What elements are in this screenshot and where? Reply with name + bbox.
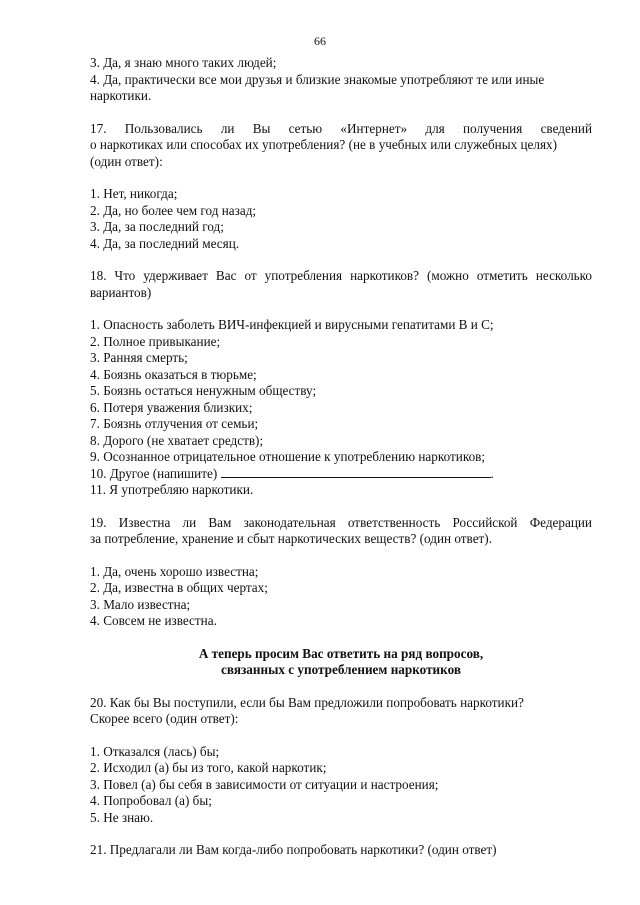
question-17-text: 17. Пользовались ли Вы сетью «Интернет» для получения сведений [90,120,592,136]
q18-option-other [90,466,592,483]
q17-option: 2. Да, но более чем год назад; [90,202,257,218]
q20-option: 5. Не знаю. [90,809,154,825]
q18-option: 4. Боязнь оказаться в тюрьме; [90,366,257,382]
q18-option: 5. Боязнь остаться ненужным обществу; [90,383,317,398]
q19-option: 2. Да, известна в общих чертах; [90,580,268,595]
question-17-text: (один ответ): [90,153,163,169]
question-19-text: за потребление, хранение и сбыт наркотических веществ? (один ответ). [90,531,492,546]
q18-option: 11. Я употребляю наркотики. [90,482,254,497]
question-20-text: 20. Как бы Вы поступили, если бы Вам предложили попробовать наркотики? [90,694,524,710]
q17-option: 4. Да, за последний месяц. [90,235,240,251]
q18-option: 1. Опасность заболеть ВИЧ-инфекцией и вирусными гепатитами В и С; [90,317,494,332]
q18-option: 6. Потеря уважения близких; [90,399,253,415]
q17-option: 1. Нет, никогда; [90,186,178,201]
question-18-text: 18. Что удерживает Вас от употребления наркотиков? (можно отметить несколько [90,268,592,283]
q18-option: 3. Ранняя смерть; [90,350,188,365]
q20-option: 2. Исходил (а) бы из того, какой наркотик; [90,760,327,775]
q20-option: 4. Попробовал (а) бы; [90,793,212,808]
q17-option: 3. Да, за последний год; [90,219,224,234]
q18-other-label: 10. Другое (напишите) [90,465,218,481]
question-17-text: о наркотиках или способах их употребления? (не в учебных или служебных целях) [90,137,558,152]
q20-option: 3. Повел (а) бы себя в зависимости от ситуации и настроения; [90,776,439,792]
q19-option: 3. Мало известна; [90,596,191,612]
document-body [90,55,592,859]
q18-other-end: . [490,465,494,481]
intro-line: 3. Да, я знаю много таких людей; [90,55,277,70]
question-19-text: 19. Известна ли Вам законодательная ответственность Российской Федерации [90,514,592,530]
question-18-text: вариантов) [90,284,152,300]
section-heading: связанных с употреблением наркотиков [221,662,461,677]
page-number: 66 [314,34,326,48]
q19-option: 1. Да, очень хорошо известна; [90,563,259,579]
question-20-text: Скорее всего (один ответ): [90,711,239,726]
q19-option: 4. Совсем не известна. [90,613,217,628]
q18-option: 8. Дорого (не хватает средств); [90,432,264,448]
write-in-blank-line[interactable] [221,466,491,478]
q18-option: 9. Осознанное отрицательное отношение к употреблению наркотиков; [90,449,486,464]
question-21-text: 21. Предлагали ли Вам когда-либо попробовать наркотики? (один ответ) [90,842,497,857]
section-heading: А теперь просим Вас ответить на ряд вопросов, [198,645,484,661]
q18-option: 7. Боязнь отлучения от семьи; [90,416,259,431]
q20-option: 1. Отказался (лась) бы; [90,743,220,759]
intro-line: 4. Да, практически все мои друзья и близкие знакомые употребляют те или иные [90,71,545,87]
q18-option: 2. Полное привыкание; [90,333,221,349]
intro-line: наркотики. [90,88,152,103]
